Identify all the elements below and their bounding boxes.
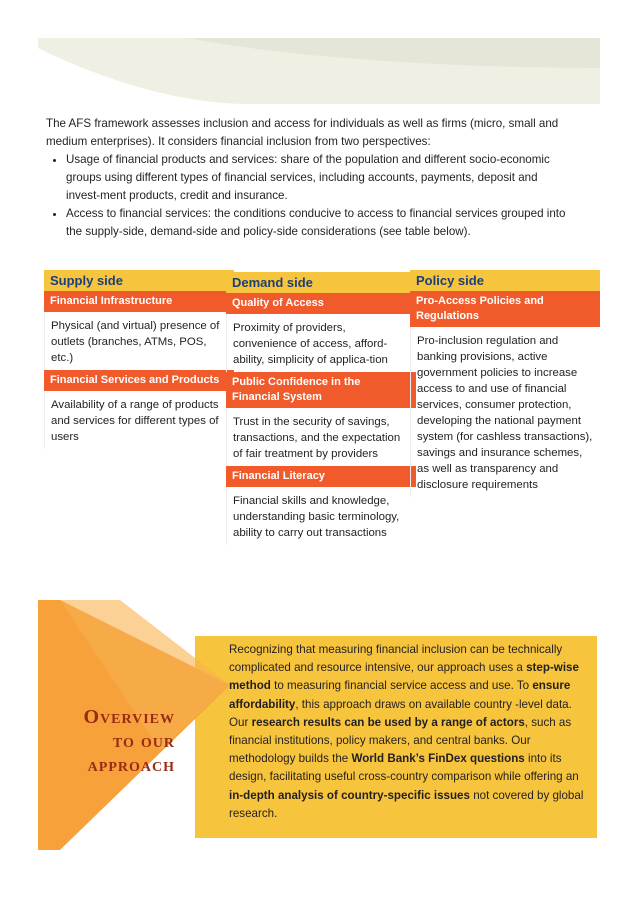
approach-text-part-4: , such as financial institutions, policy makers, and central banks. Our methodology builds the — [229, 715, 572, 766]
approach-title-line-1: Overview — [83, 706, 175, 728]
approach-bold-findex: World Bank’s FinDex questions — [351, 752, 525, 766]
bullet-access: • Access to financial services: the conditions conducive to access to financial services grouped into the supply-side, demand-side and policy-side considerations (see table below). — [66, 205, 566, 241]
supply-side-heading: Supply side — [44, 270, 234, 291]
quality-of-access-text: Proximity of providers, convenience of access, afford-ability, simplicity of applica-tion — [226, 314, 416, 372]
policy-side-heading: Policy side — [410, 270, 600, 291]
financial-literacy-label: Financial Literacy — [226, 466, 416, 487]
supply-side-column — [44, 270, 234, 449]
demand-side-column — [226, 272, 416, 545]
financial-services-label: Financial Services and Products — [44, 370, 234, 391]
approach-title-line-3: approach — [87, 754, 175, 776]
approach-text-part-3: , this approach draws on available country -level data. Our — [229, 697, 572, 729]
approach-text-part-1: Recognizing that measuring financial inclusion can be technically complicated and resource intensive, our approach uses a — [229, 643, 563, 675]
financial-infrastructure-text: Physical (and virtual) presence of outlets (branches, ATMs, POS, etc.) — [44, 312, 234, 370]
approach-text-part-2: to measuring financial service access and use. To — [270, 679, 533, 693]
financial-infrastructure-label: Financial Infrastructure — [44, 291, 234, 312]
public-confidence-text: Trust in the security of savings, transactions, and the expectation of fair treatment by providers — [226, 408, 416, 466]
public-confidence-label: Public Confidence in the Financial System — [226, 372, 416, 408]
pro-access-policies-label: Pro-Access Policies and Regulations — [410, 291, 600, 327]
financial-literacy-text: Financial skills and knowledge, understanding basic terminology, ability to carry out transactions — [226, 487, 416, 545]
approach-text-part-6: not covered by global research. — [229, 788, 584, 820]
approach-title-line-2: to our — [112, 730, 175, 752]
approach-bold-affordability: ensure affordability — [229, 679, 571, 711]
approach-bold-actors: research results can be used by a range of actors — [251, 715, 525, 729]
intro-section — [46, 115, 566, 241]
decorative-header-band — [38, 38, 600, 104]
financial-services-text: Availability of a range of products and services for different types of users — [44, 391, 234, 449]
policy-side-column — [410, 270, 600, 497]
bullet-usage: • Usage of financial products and services: share of the population and different socio-economic groups using different types of financial services, including accounts, payments, deposit and invest-ment products, credit and insurance. — [66, 151, 566, 205]
pro-access-policies-text: Pro-inclusion regulation and banking provisions, active government policies to increase access to and use of financial services, consumer protection, developing the national payment system (for cashless transactions), savings and insurance schemes, as well as transparency and disclosure requirements — [410, 327, 600, 497]
approach-bold-analysis: in-depth analysis of country-specific issues — [229, 788, 470, 802]
demand-side-heading: Demand side — [226, 272, 416, 293]
quality-of-access-label: Quality of Access — [226, 293, 416, 314]
approach-text-part-5: into its design, facilitating useful cross-country comparison while offering an — [229, 752, 579, 784]
intro-paragraph: The AFS framework assesses inclusion and access for individuals as well as firms (micro, small and medium enterprises). It considers financial inclusion from two perspectives: — [46, 117, 559, 148]
approach-bold-step-wise: step-wise method — [229, 661, 579, 693]
approach-description — [229, 641, 584, 823]
intro-bullet-list — [46, 151, 566, 241]
approach-title — [40, 705, 175, 777]
